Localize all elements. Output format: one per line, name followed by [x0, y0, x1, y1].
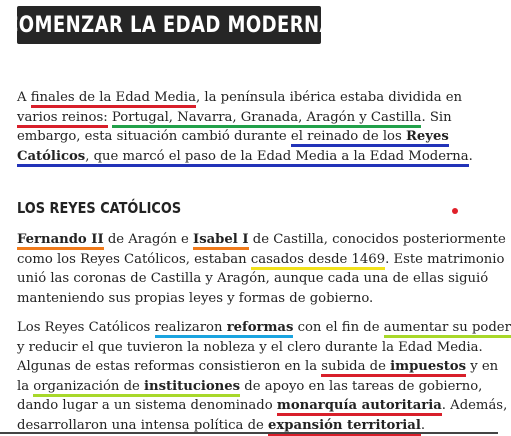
- intro-line-3: [17, 127, 483, 147]
- p2-line-3: [17, 357, 499, 377]
- text: .: [468, 148, 473, 164]
- text: la: [17, 378, 34, 394]
- text: con el fin de: [293, 320, 384, 335]
- highlight-reinado: el reinado de los: [291, 129, 406, 147]
- intro-line-1: [17, 88, 483, 108]
- text: desarrollaron una intensa política de: [17, 417, 269, 433]
- p1-line-2: [17, 250, 505, 270]
- highlight-catolicos: Católicos: [17, 149, 85, 167]
- highlight-expansion: expansión territorial: [268, 418, 421, 436]
- highlight-fernando: Fernando II: [17, 232, 104, 250]
- text: de Castilla, conocidos posteriormente: [248, 232, 506, 247]
- text: de Aragón e: [103, 232, 194, 247]
- text: dando lugar a un sistema denominado: [17, 398, 277, 413]
- text: . Además,: [441, 398, 508, 413]
- red-dot-mark: [452, 208, 458, 214]
- intro-line-2: [17, 108, 483, 128]
- highlight-monarquia: monarquía autoritaria: [277, 398, 442, 416]
- intro-paragraph: [17, 88, 483, 166]
- p2-line-4: [17, 377, 483, 397]
- text: de apoyo en las tareas de gobierno,: [240, 378, 483, 394]
- intro-line-4: [17, 147, 483, 167]
- text: embargo, esta situación cambió durante: [17, 129, 291, 144]
- highlight-reformas: reformas: [227, 320, 294, 338]
- text: .: [420, 417, 426, 433]
- text: como los Reyes Católicos, estaban: [17, 251, 251, 267]
- p1-line-3: unió las coronas de Castilla y Aragón, aunque cada una de ellas siguió: [17, 271, 489, 286]
- p1-line-1: [17, 230, 506, 250]
- highlight-varios-reinos: varios reinos:: [17, 110, 108, 128]
- highlight-organizacion: organización de: [33, 379, 144, 397]
- text: A: [17, 90, 31, 105]
- page-title-banner: [4, 6, 334, 44]
- p2-line-2: y reducir el que tuvieron la nobleza y el clero durante la Edad Media.: [17, 339, 483, 355]
- highlight-instituciones: instituciones: [144, 379, 240, 397]
- highlight-reyes: Reyes: [406, 129, 449, 147]
- text: Algunas de estas reformas consistieron en la: [17, 359, 322, 374]
- highlight-reinos-list: Portugal, Navarra, Granada, Aragón y Castilla: [112, 110, 422, 128]
- bottom-divider: [0, 432, 498, 434]
- highlight-isabel: Isabel I: [193, 232, 249, 250]
- text: . Este matrimonio: [385, 251, 505, 267]
- text: Los Reyes Católicos: [17, 320, 155, 335]
- text: y en: [466, 359, 499, 374]
- highlight-impuestos: impuestos: [390, 359, 466, 377]
- text: , la península ibérica estaba dividida en: [195, 90, 463, 105]
- section-title: LOS REYES CATÓLICOS: [17, 199, 182, 217]
- p1-line-4: manteniendo sus propias leyes y formas de gobierno.: [17, 290, 374, 306]
- highlight-realizaron: realizaron: [155, 320, 227, 338]
- highlight-casados: casados desde 1469: [251, 252, 385, 270]
- text: . Sin: [421, 109, 452, 125]
- highlight-finales-edad-media: finales de la Edad Media: [31, 90, 196, 108]
- paragraph-2: [17, 318, 511, 435]
- highlight-subida: subida de: [321, 359, 390, 377]
- highlight-aumentar-poder: aumentar su poder: [384, 320, 511, 338]
- highlight-paso-edad-moderna: , que marcó el paso de la Edad Media a la Edad Moderna: [85, 149, 468, 167]
- page-title: COMENZAR LA EDAD MODERNA: [4, 12, 334, 38]
- p2-line-1: [17, 318, 511, 338]
- p2-line-5: [17, 396, 508, 416]
- paragraph-1: [17, 230, 506, 308]
